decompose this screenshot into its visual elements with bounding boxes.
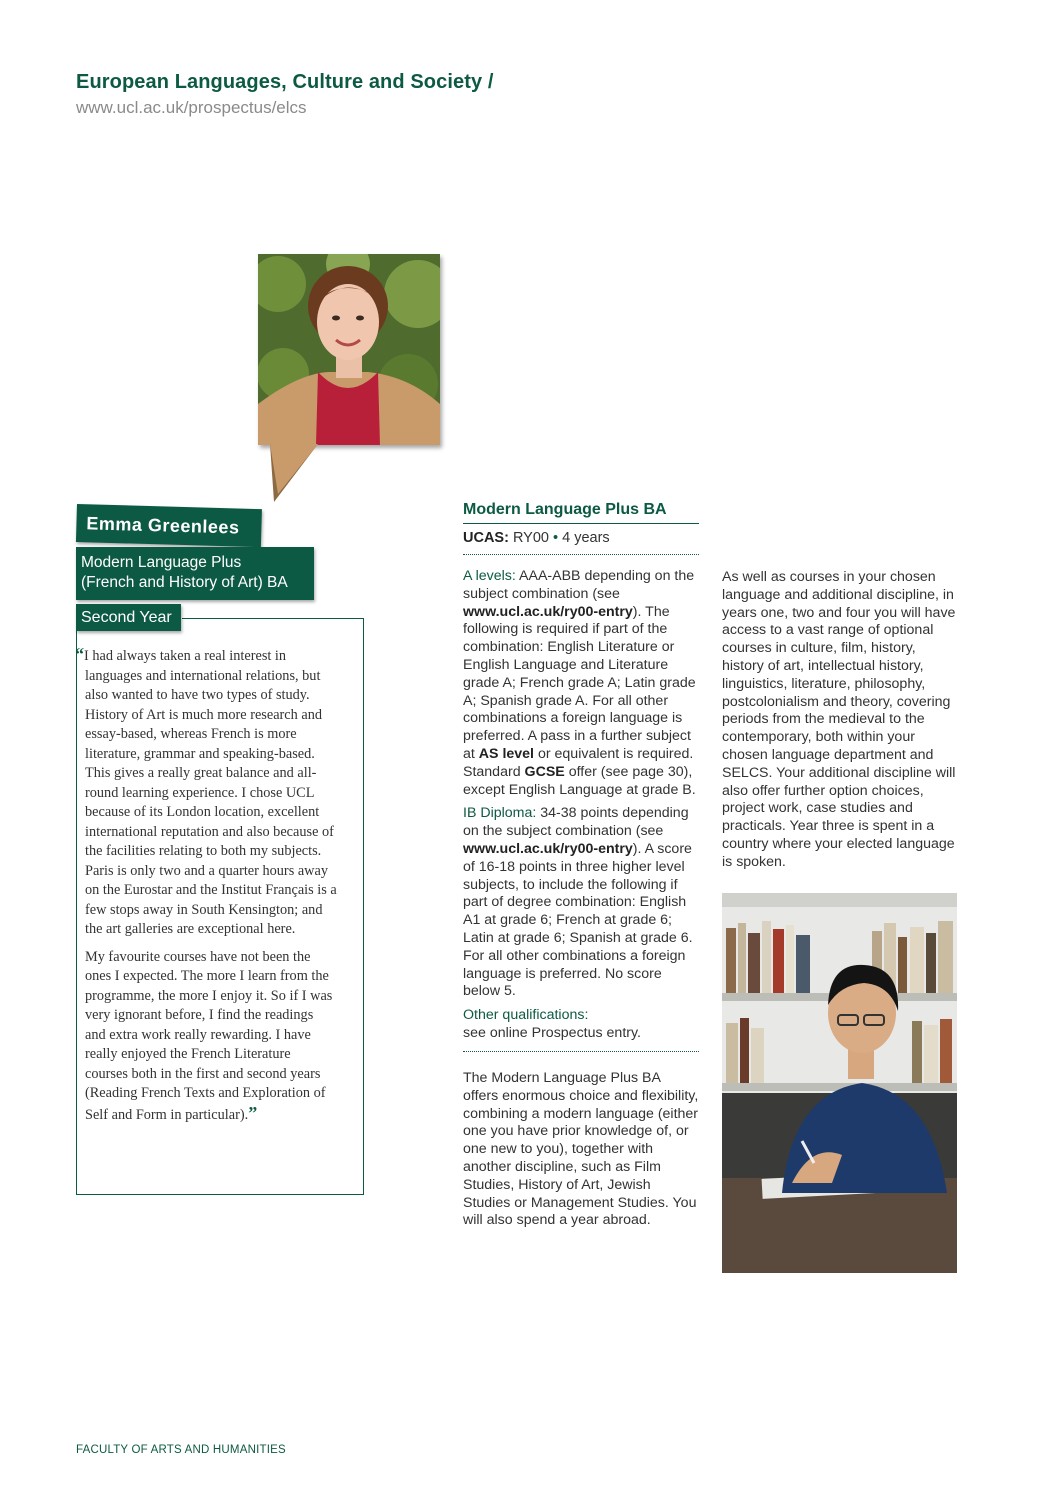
- ib-entry-link[interactable]: www.ucl.ac.uk/ry00-entry: [463, 840, 633, 857]
- as-level-term: AS level: [478, 745, 535, 762]
- close-quote-mark: ”: [248, 1102, 258, 1123]
- testimonial-paragraph-2: [85, 948, 337, 1126]
- course-line-2: (French and History of Art) BA: [81, 574, 288, 591]
- ib-text-2: ). A score of 16-18 points in three higher level subjects, to include the following if part of degree combination: English A1 at grade 6; French at grade 6; Latin at grade 6; Spanish at grade 6. For all other combinations a foreign language is preferred. No score below 5.: [463, 840, 693, 1000]
- alevels-text-4: offer (see page 30), except English Language at grade B.: [463, 763, 696, 798]
- testimonial-text-2: My favourite courses have not been the ones I expected. The more I learn from the programme, the more I enjoy it. So if I was very ignorant before, I find the readings and extra work really rewarding. I have really enjoyed the French Literature courses both in the first and second years (Reading French Texts and Exploration of Self and Form in particular).: [85, 948, 333, 1123]
- alevels-entry-link[interactable]: www.ucl.ac.uk/ry00-entry: [463, 603, 633, 620]
- student-testimonial: [75, 644, 337, 1133]
- page-section-title: European Languages, Culture and Society /: [76, 71, 494, 93]
- testimonial-text-1: I had always taken a real interest in languages and international relations, but also wanted to have two types of study. History of Art is much more research and essay-based, whereas French is more literature, grammar and speaking-based. This gives a really great balance and all-round learning experience. I chose UCL because of its London location, excellent international reputation and also because of the facilities relating to both my subjects. Paris is only two and a quarter hours away on the Eurostar and the Institut Français is a few stops away in South Kensington; and the art galleries are exceptional here.: [84, 648, 337, 937]
- footer-faculty: FACULTY OF ARTS AND HUMANITIES: [76, 1444, 286, 1456]
- alevels-text-2: ). The following is required if part of the combination: English Literature or English Language and Literature grade A; French grade A; Latin grade A; Spanish grade A. For all other combinations a foreign language is preferred. A pass in a further subject at: [463, 603, 696, 762]
- alevels-paragraph: [463, 568, 699, 799]
- student-studying-photo: [722, 893, 957, 1273]
- ucas-code: RY00: [512, 530, 549, 546]
- course-line-1: Modern Language Plus: [81, 554, 242, 571]
- course-options-text: As well as courses in your chosen language and additional discipline, in years one, two and four you will have access to a vast range of optional courses in culture, film, history, history of art, intellectual history, linguistics, literature, philosophy, postcolonialism and theory, covering periods from the medieval to the contemporary, both within your chosen language department and SELCS. Your additional discipline will also offer further option choices, project work, case studies and practicals. Year three is spent in a country where your elected language is spoken.: [722, 569, 956, 870]
- other-qualifications-text: see online Prospectus entry.: [463, 1024, 641, 1041]
- alevels-label: A levels:: [463, 568, 516, 584]
- ucas-label: UCAS:: [463, 530, 509, 546]
- speech-pointer-shape: [270, 444, 330, 506]
- ib-paragraph: [463, 805, 699, 1001]
- alevels-text-1: AAA-ABB depending on the subject combination (see: [463, 568, 695, 602]
- course-description: The Modern Language Plus BA offers enormous choice and flexibility, combining a modern language (either one you have prior knowledge of, or one new to you), together with another discipline, such as Film Studies, History of Art, Jewish Studies or Management Studies. You will also spend a year abroad.: [463, 1070, 699, 1229]
- other-qualifications: [463, 1007, 699, 1052]
- ucas-info: [463, 530, 699, 555]
- student-year-tag: Second Year: [76, 604, 181, 631]
- gcse-term: GCSE: [524, 763, 565, 780]
- other-qualifications-label: Other qualifications:: [463, 1007, 589, 1024]
- open-quote-mark: “: [75, 644, 84, 664]
- ib-label: IB Diploma:: [463, 805, 537, 822]
- ib-text-1: 34-38 points depending on the subject combination (see: [463, 805, 689, 840]
- student-course-tag: [76, 547, 314, 600]
- course-duration: 4 years: [562, 530, 610, 546]
- student-name-tag: Emma Greenlees: [76, 504, 262, 547]
- course-title: Modern Language Plus BA: [463, 501, 699, 524]
- entry-requirements: [463, 568, 699, 1052]
- student-portrait-photo: [258, 254, 440, 445]
- ucas-separator: •: [553, 530, 559, 546]
- testimonial-paragraph-1: [75, 644, 337, 940]
- alevels-text-3: or equivalent is required. Standard: [463, 745, 694, 780]
- section-url[interactable]: www.ucl.ac.uk/prospectus/elcs: [76, 98, 307, 117]
